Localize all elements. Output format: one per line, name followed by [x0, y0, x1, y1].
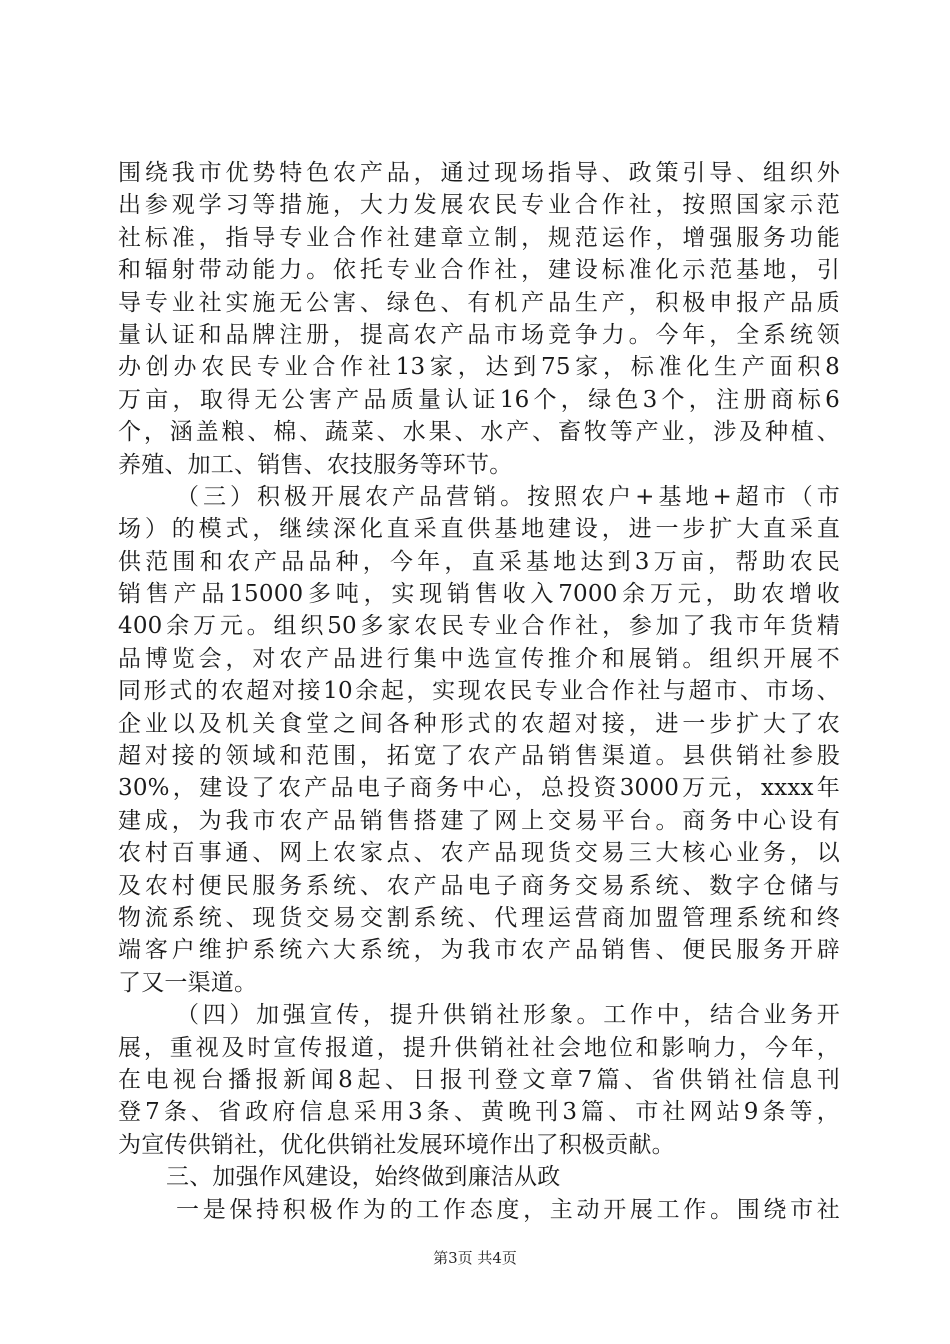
body-line: 个，涵盖粮、棉、蔬菜、水果、水产、畜牧等产业，涉及种植、 — [118, 419, 840, 446]
section-heading-line: （四）加强宣传，提升供销社形象。工作中，结合业务开 — [176, 1002, 840, 1029]
body-line: 出参观学习等措施，大力发展农民专业合作社，按照国家示范 — [118, 192, 840, 219]
body-line: 围绕我市优势特色农产品，通过现场指导、政策引导、组织外 — [118, 160, 840, 186]
body-line: 30%，建设了农产品电子商务中心，总投资3000万元，xxxx年 — [118, 775, 840, 802]
body-line: 销售产品15000多吨，实现销售收入7000余万元，助农增收 — [118, 581, 840, 608]
body-line: 及农村便民服务系统、农产品电子商务交易系统、数字仓储与 — [118, 872, 840, 899]
body-line: 超对接的领域和范围，拓宽了农产品销售渠道。县供销社参股 — [118, 743, 840, 770]
body-line: 供范围和农产品品种，今年，直采基地达到3万亩，帮助农民 — [118, 548, 840, 575]
page-number-footer: 第3页 共4页 — [433, 1249, 517, 1267]
body-line: 农村百事通、网上农家点、农产品现货交易三大核心业务，以 — [118, 840, 840, 867]
body-line: 量认证和品牌注册，提高农产品市场竞争力。今年，全系统领 — [118, 321, 840, 348]
body-line: 端客户维护系统六大系统，为我市农产品销售、便民服务开辟 — [118, 937, 840, 964]
body-line: 社标准，指导专业合作社建章立制，规范运作，增强服务功能 — [118, 224, 840, 251]
body-line: 导专业社实施无公害、绿色、有机产品生产，积极申报产品质 — [118, 289, 840, 316]
document-page — [118, 157, 840, 1226]
body-line: 建成，为我市农产品销售搭建了网上交易平台。商务中心设有 — [118, 807, 840, 834]
body-line: 物流系统、现货交易交割系统、代理运营商加盟管理系统和终 — [118, 904, 840, 931]
body-line: 办创办农民专业合作社13家，达到75家，标准化生产面积8 — [118, 354, 840, 381]
body-line: 养殖、加工、销售、农技服务等环节。 — [118, 451, 513, 478]
body-line: 为宣传供销社，优化供销社发展环境作出了积极贡献。 — [118, 1131, 675, 1158]
body-line: 场）的模式，继续深化直采直供基地建设，进一步扩大直采直 — [118, 516, 840, 543]
body-line: 在电视台播报新闻8起、日报刊登文章7篇、省供销社信息刊 — [118, 1066, 840, 1093]
body-line: 和辐射带动能力。依托专业合作社，建设标准化示范基地，引 — [118, 257, 840, 284]
body-line: 400余万元。组织50多家农民专业合作社，参加了我市年货精 — [118, 613, 840, 640]
body-line: 同形式的农超对接10余起，实现农民专业合作社与超市、市场、 — [118, 678, 840, 705]
body-line: 展，重视及时宣传报道，提升供销社社会地位和影响力，今年， — [118, 1034, 840, 1061]
section-heading-line: 三、加强作风建设，始终做到廉洁从政 — [166, 1164, 561, 1191]
body-line: 了又一渠道。 — [118, 969, 258, 996]
section-heading-line: （三）积极开展农产品营销。按照农户+基地+超市（市 — [176, 483, 840, 510]
body-line: 一是保持积极作为的工作态度，主动开展工作。围绕市社 — [176, 1196, 840, 1223]
body-line: 登7条、省政府信息采用3条、黄晚刊3篇、市社网站9条等， — [118, 1099, 840, 1126]
body-line: 万亩，取得无公害产品质量认证16个，绿色3个，注册商标6 — [118, 386, 840, 413]
body-line: 品博览会，对农产品进行集中选宣传推介和展销。组织开展不 — [118, 645, 840, 672]
body-line: 企业以及机关食堂之间各种形式的农超对接，进一步扩大了农 — [118, 710, 840, 737]
